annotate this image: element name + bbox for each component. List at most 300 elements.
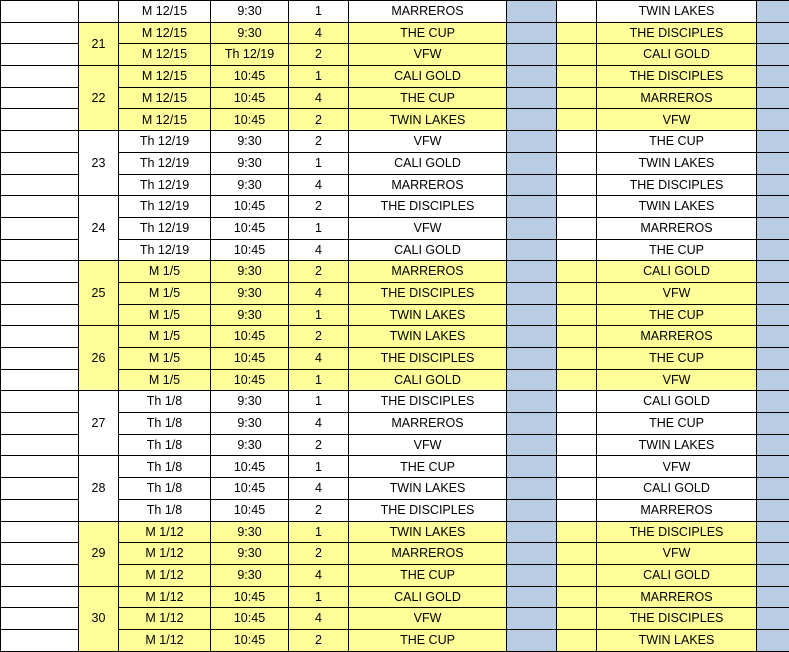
- home-score-cell[interactable]: [557, 282, 597, 304]
- away-team-cell[interactable]: VFW: [597, 282, 757, 304]
- court-cell[interactable]: 1: [289, 217, 349, 239]
- home-team-cell[interactable]: CALI GOLD: [349, 66, 507, 88]
- home-score-cell[interactable]: [557, 326, 597, 348]
- home-score-cell[interactable]: [557, 109, 597, 131]
- game-number-cell[interactable]: 23: [79, 131, 119, 196]
- home-score-blue-cell[interactable]: [507, 478, 557, 500]
- away-score-blue-cell[interactable]: [757, 22, 789, 44]
- home-team-cell[interactable]: THE CUP: [349, 456, 507, 478]
- court-cell[interactable]: 4: [289, 348, 349, 370]
- date-cell[interactable]: M 1/5: [119, 369, 211, 391]
- home-score-blue-cell[interactable]: [507, 456, 557, 478]
- time-cell[interactable]: 9:30: [211, 304, 289, 326]
- time-cell[interactable]: 10:45: [211, 326, 289, 348]
- table-row[interactable]: [1, 391, 789, 413]
- away-team-cell[interactable]: CALI GOLD: [597, 44, 757, 66]
- away-team-cell[interactable]: CALI GOLD: [597, 564, 757, 586]
- date-cell[interactable]: M 12/15: [119, 1, 211, 23]
- time-cell[interactable]: 10:45: [211, 87, 289, 109]
- home-score-blue-cell[interactable]: [507, 152, 557, 174]
- away-team-cell[interactable]: THE DISCIPLES: [597, 22, 757, 44]
- time-cell[interactable]: 10:45: [211, 478, 289, 500]
- date-cell[interactable]: Th 1/8: [119, 391, 211, 413]
- date-cell[interactable]: Th 1/8: [119, 434, 211, 456]
- court-cell[interactable]: 1: [289, 1, 349, 23]
- home-score-blue-cell[interactable]: [507, 326, 557, 348]
- court-cell[interactable]: 1: [289, 391, 349, 413]
- game-number-cell[interactable]: 24: [79, 196, 119, 261]
- time-cell[interactable]: 9:30: [211, 413, 289, 435]
- home-team-cell[interactable]: MARREROS: [349, 543, 507, 565]
- away-score-blue-cell[interactable]: [757, 348, 789, 370]
- table-row[interactable]: [1, 109, 789, 131]
- table-row[interactable]: [1, 499, 789, 521]
- home-team-cell[interactable]: THE CUP: [349, 564, 507, 586]
- home-score-blue-cell[interactable]: [507, 22, 557, 44]
- away-score-blue-cell[interactable]: [757, 217, 789, 239]
- away-score-blue-cell[interactable]: [757, 586, 789, 608]
- date-cell[interactable]: Th 12/19: [119, 196, 211, 218]
- away-score-blue-cell[interactable]: [757, 456, 789, 478]
- date-cell[interactable]: Th 1/8: [119, 413, 211, 435]
- court-cell[interactable]: 1: [289, 152, 349, 174]
- time-cell[interactable]: 10:45: [211, 456, 289, 478]
- home-score-cell[interactable]: [557, 152, 597, 174]
- time-cell[interactable]: 10:45: [211, 66, 289, 88]
- home-score-cell[interactable]: [557, 131, 597, 153]
- home-team-cell[interactable]: THE CUP: [349, 629, 507, 651]
- away-team-cell[interactable]: TWIN LAKES: [597, 434, 757, 456]
- home-score-cell[interactable]: [557, 391, 597, 413]
- home-team-cell[interactable]: CALI GOLD: [349, 369, 507, 391]
- away-score-blue-cell[interactable]: [757, 174, 789, 196]
- home-score-cell[interactable]: [557, 87, 597, 109]
- table-row[interactable]: [1, 521, 789, 543]
- table-row[interactable]: [1, 131, 789, 153]
- time-cell[interactable]: 10:45: [211, 239, 289, 261]
- away-team-cell[interactable]: TWIN LAKES: [597, 629, 757, 651]
- home-score-cell[interactable]: [557, 586, 597, 608]
- table-row[interactable]: [1, 239, 789, 261]
- court-cell[interactable]: 1: [289, 456, 349, 478]
- court-cell[interactable]: 1: [289, 304, 349, 326]
- away-team-cell[interactable]: CALI GOLD: [597, 391, 757, 413]
- home-score-cell[interactable]: [557, 217, 597, 239]
- court-cell[interactable]: 4: [289, 22, 349, 44]
- away-score-blue-cell[interactable]: [757, 152, 789, 174]
- home-score-blue-cell[interactable]: [507, 629, 557, 651]
- date-cell[interactable]: M 12/15: [119, 44, 211, 66]
- court-cell[interactable]: 4: [289, 478, 349, 500]
- game-number-cell[interactable]: 22: [79, 66, 119, 131]
- date-cell[interactable]: M 12/15: [119, 109, 211, 131]
- time-cell[interactable]: 10:45: [211, 348, 289, 370]
- court-cell[interactable]: 2: [289, 499, 349, 521]
- court-cell[interactable]: 2: [289, 196, 349, 218]
- home-score-blue-cell[interactable]: [507, 391, 557, 413]
- home-score-blue-cell[interactable]: [507, 586, 557, 608]
- away-score-blue-cell[interactable]: [757, 326, 789, 348]
- table-row[interactable]: [1, 629, 789, 651]
- home-score-blue-cell[interactable]: [507, 304, 557, 326]
- date-cell[interactable]: Th 12/19: [119, 174, 211, 196]
- home-score-blue-cell[interactable]: [507, 499, 557, 521]
- home-score-cell[interactable]: [557, 66, 597, 88]
- table-row[interactable]: [1, 478, 789, 500]
- time-cell[interactable]: 10:45: [211, 499, 289, 521]
- row-gutter: [1, 196, 79, 218]
- home-team-cell[interactable]: VFW: [349, 44, 507, 66]
- away-team-cell[interactable]: VFW: [597, 109, 757, 131]
- away-score-blue-cell[interactable]: [757, 1, 789, 23]
- home-team-cell[interactable]: THE DISCIPLES: [349, 196, 507, 218]
- home-score-blue-cell[interactable]: [507, 348, 557, 370]
- date-cell[interactable]: M 1/12: [119, 608, 211, 630]
- date-cell[interactable]: M 1/5: [119, 261, 211, 283]
- date-cell[interactable]: Th 12/19: [119, 152, 211, 174]
- away-score-blue-cell[interactable]: [757, 629, 789, 651]
- court-cell[interactable]: 4: [289, 564, 349, 586]
- court-cell[interactable]: 2: [289, 543, 349, 565]
- away-score-blue-cell[interactable]: [757, 499, 789, 521]
- home-score-blue-cell[interactable]: [507, 217, 557, 239]
- away-score-blue-cell[interactable]: [757, 131, 789, 153]
- home-team-cell[interactable]: THE DISCIPLES: [349, 282, 507, 304]
- home-score-cell[interactable]: [557, 413, 597, 435]
- court-cell[interactable]: 1: [289, 586, 349, 608]
- time-cell[interactable]: 9:30: [211, 282, 289, 304]
- date-cell[interactable]: Th 1/8: [119, 456, 211, 478]
- home-team-cell[interactable]: VFW: [349, 217, 507, 239]
- court-cell[interactable]: 4: [289, 174, 349, 196]
- time-cell[interactable]: 10:45: [211, 217, 289, 239]
- home-team-cell[interactable]: THE CUP: [349, 22, 507, 44]
- time-cell[interactable]: 9:30: [211, 564, 289, 586]
- game-number-cell[interactable]: 28: [79, 456, 119, 521]
- home-score-cell[interactable]: [557, 629, 597, 651]
- away-score-blue-cell[interactable]: [757, 564, 789, 586]
- away-score-blue-cell[interactable]: [757, 391, 789, 413]
- away-team-cell[interactable]: CALI GOLD: [597, 478, 757, 500]
- table-row[interactable]: [1, 174, 789, 196]
- away-score-blue-cell[interactable]: [757, 543, 789, 565]
- home-score-cell[interactable]: [557, 478, 597, 500]
- row-gutter: [1, 131, 79, 153]
- time-cell[interactable]: 9:30: [211, 391, 289, 413]
- court-cell[interactable]: 2: [289, 109, 349, 131]
- home-score-cell[interactable]: [557, 44, 597, 66]
- home-score-cell[interactable]: [557, 521, 597, 543]
- away-score-blue-cell[interactable]: [757, 521, 789, 543]
- game-number-cell[interactable]: 21: [79, 22, 119, 65]
- home-score-blue-cell[interactable]: [507, 434, 557, 456]
- away-team-cell[interactable]: MARREROS: [597, 87, 757, 109]
- table-row[interactable]: [1, 282, 789, 304]
- home-team-cell[interactable]: VFW: [349, 608, 507, 630]
- table-row[interactable]: [1, 369, 789, 391]
- time-cell[interactable]: 10:45: [211, 109, 289, 131]
- home-team-cell[interactable]: THE CUP: [349, 87, 507, 109]
- away-team-cell[interactable]: THE DISCIPLES: [597, 521, 757, 543]
- time-cell[interactable]: 9:30: [211, 261, 289, 283]
- away-score-blue-cell[interactable]: [757, 608, 789, 630]
- table-row[interactable]: [1, 22, 789, 44]
- home-team-cell[interactable]: TWIN LAKES: [349, 326, 507, 348]
- date-cell[interactable]: M 1/5: [119, 348, 211, 370]
- away-team-cell[interactable]: TWIN LAKES: [597, 1, 757, 23]
- away-score-blue-cell[interactable]: [757, 282, 789, 304]
- court-cell[interactable]: 4: [289, 87, 349, 109]
- away-team-cell[interactable]: VFW: [597, 456, 757, 478]
- game-number-cell[interactable]: 29: [79, 521, 119, 586]
- away-score-blue-cell[interactable]: [757, 304, 789, 326]
- home-score-blue-cell[interactable]: [507, 196, 557, 218]
- home-score-blue-cell[interactable]: [507, 521, 557, 543]
- row-gutter: [1, 456, 79, 478]
- home-score-cell[interactable]: [557, 239, 597, 261]
- row-gutter: [1, 282, 79, 304]
- home-team-cell[interactable]: TWIN LAKES: [349, 478, 507, 500]
- court-cell[interactable]: 4: [289, 282, 349, 304]
- away-team-cell[interactable]: VFW: [597, 543, 757, 565]
- time-cell[interactable]: Th 12/19: [211, 44, 289, 66]
- home-team-cell[interactable]: TWIN LAKES: [349, 109, 507, 131]
- home-team-cell[interactable]: THE DISCIPLES: [349, 348, 507, 370]
- date-cell[interactable]: M 12/15: [119, 87, 211, 109]
- home-score-cell[interactable]: [557, 434, 597, 456]
- time-cell[interactable]: 9:30: [211, 434, 289, 456]
- row-gutter: [1, 629, 79, 651]
- away-team-cell[interactable]: THE CUP: [597, 413, 757, 435]
- table-row[interactable]: [1, 434, 789, 456]
- home-score-blue-cell[interactable]: [507, 369, 557, 391]
- away-team-cell[interactable]: THE CUP: [597, 131, 757, 153]
- home-score-blue-cell[interactable]: [507, 87, 557, 109]
- row-gutter: [1, 499, 79, 521]
- date-cell[interactable]: M 12/15: [119, 66, 211, 88]
- court-cell[interactable]: 2: [289, 261, 349, 283]
- home-team-cell[interactable]: THE DISCIPLES: [349, 391, 507, 413]
- home-score-blue-cell[interactable]: [507, 44, 557, 66]
- home-score-blue-cell[interactable]: [507, 282, 557, 304]
- home-score-cell[interactable]: [557, 348, 597, 370]
- away-team-cell[interactable]: TWIN LAKES: [597, 196, 757, 218]
- away-team-cell[interactable]: THE CUP: [597, 304, 757, 326]
- away-team-cell[interactable]: TWIN LAKES: [597, 152, 757, 174]
- table-row[interactable]: [1, 564, 789, 586]
- row-gutter: [1, 369, 79, 391]
- away-team-cell[interactable]: THE CUP: [597, 348, 757, 370]
- home-score-cell[interactable]: [557, 304, 597, 326]
- date-cell[interactable]: M 1/5: [119, 326, 211, 348]
- game-number-cell[interactable]: 30: [79, 586, 119, 651]
- row-gutter: [1, 87, 79, 109]
- home-score-cell[interactable]: [557, 543, 597, 565]
- table-row[interactable]: [1, 44, 789, 66]
- home-score-cell[interactable]: [557, 499, 597, 521]
- away-team-cell[interactable]: MARREROS: [597, 326, 757, 348]
- table-row[interactable]: [1, 261, 789, 283]
- home-team-cell[interactable]: VFW: [349, 434, 507, 456]
- time-cell[interactable]: 10:45: [211, 586, 289, 608]
- date-cell[interactable]: M 1/12: [119, 543, 211, 565]
- time-cell[interactable]: 9:30: [211, 543, 289, 565]
- home-score-blue-cell[interactable]: [507, 66, 557, 88]
- court-cell[interactable]: 1: [289, 369, 349, 391]
- date-cell[interactable]: Th 12/19: [119, 131, 211, 153]
- away-team-cell[interactable]: THE DISCIPLES: [597, 608, 757, 630]
- row-gutter: [1, 66, 79, 88]
- home-score-cell[interactable]: [557, 196, 597, 218]
- court-cell[interactable]: 4: [289, 413, 349, 435]
- away-team-cell[interactable]: VFW: [597, 369, 757, 391]
- table-row[interactable]: [1, 456, 789, 478]
- home-score-blue-cell[interactable]: [507, 608, 557, 630]
- date-cell[interactable]: M 1/12: [119, 586, 211, 608]
- row-gutter: [1, 564, 79, 586]
- home-team-cell[interactable]: TWIN LAKES: [349, 521, 507, 543]
- date-cell[interactable]: M 1/5: [119, 304, 211, 326]
- date-cell[interactable]: M 1/5: [119, 282, 211, 304]
- date-cell[interactable]: Th 12/19: [119, 217, 211, 239]
- time-cell[interactable]: 9:30: [211, 152, 289, 174]
- home-score-cell[interactable]: [557, 261, 597, 283]
- away-team-cell[interactable]: THE DISCIPLES: [597, 174, 757, 196]
- away-team-cell[interactable]: MARREROS: [597, 586, 757, 608]
- table-row[interactable]: [1, 586, 789, 608]
- home-score-blue-cell[interactable]: [507, 543, 557, 565]
- game-number-cell[interactable]: [79, 1, 119, 23]
- court-cell[interactable]: 1: [289, 66, 349, 88]
- home-score-cell[interactable]: [557, 456, 597, 478]
- row-gutter: [1, 521, 79, 543]
- home-score-cell[interactable]: [557, 564, 597, 586]
- home-team-cell[interactable]: THE DISCIPLES: [349, 499, 507, 521]
- time-cell[interactable]: 10:45: [211, 369, 289, 391]
- court-cell[interactable]: 1: [289, 521, 349, 543]
- home-score-cell[interactable]: [557, 1, 597, 23]
- home-score-blue-cell[interactable]: [507, 1, 557, 23]
- table-row[interactable]: [1, 66, 789, 88]
- away-score-blue-cell[interactable]: [757, 239, 789, 261]
- time-cell[interactable]: 9:30: [211, 174, 289, 196]
- away-score-blue-cell[interactable]: [757, 87, 789, 109]
- home-score-cell[interactable]: [557, 608, 597, 630]
- row-gutter: [1, 1, 79, 23]
- home-score-blue-cell[interactable]: [507, 174, 557, 196]
- home-team-cell[interactable]: MARREROS: [349, 261, 507, 283]
- game-number-cell[interactable]: 26: [79, 326, 119, 391]
- away-team-cell[interactable]: MARREROS: [597, 499, 757, 521]
- table-row[interactable]: [1, 413, 789, 435]
- row-gutter: [1, 261, 79, 283]
- court-cell[interactable]: 2: [289, 131, 349, 153]
- table-row[interactable]: [1, 1, 789, 23]
- date-cell[interactable]: M 12/15: [119, 22, 211, 44]
- home-score-cell[interactable]: [557, 22, 597, 44]
- home-score-blue-cell[interactable]: [507, 131, 557, 153]
- home-score-blue-cell[interactable]: [507, 261, 557, 283]
- court-cell[interactable]: 2: [289, 629, 349, 651]
- home-score-cell[interactable]: [557, 369, 597, 391]
- court-cell[interactable]: 2: [289, 434, 349, 456]
- away-score-blue-cell[interactable]: [757, 44, 789, 66]
- time-cell[interactable]: 9:30: [211, 131, 289, 153]
- row-gutter: [1, 543, 79, 565]
- date-cell[interactable]: M 1/12: [119, 564, 211, 586]
- home-score-blue-cell[interactable]: [507, 109, 557, 131]
- time-cell[interactable]: 10:45: [211, 629, 289, 651]
- table-row[interactable]: [1, 348, 789, 370]
- away-team-cell[interactable]: THE DISCIPLES: [597, 66, 757, 88]
- time-cell[interactable]: 9:30: [211, 22, 289, 44]
- away-score-blue-cell[interactable]: [757, 413, 789, 435]
- row-gutter: [1, 217, 79, 239]
- game-number-cell[interactable]: 27: [79, 391, 119, 456]
- table-row[interactable]: [1, 87, 789, 109]
- home-team-cell[interactable]: VFW: [349, 131, 507, 153]
- away-score-blue-cell[interactable]: [757, 66, 789, 88]
- date-cell[interactable]: M 1/12: [119, 521, 211, 543]
- court-cell[interactable]: 4: [289, 608, 349, 630]
- court-cell[interactable]: 4: [289, 239, 349, 261]
- court-cell[interactable]: 2: [289, 44, 349, 66]
- table-row[interactable]: [1, 304, 789, 326]
- date-cell[interactable]: Th 1/8: [119, 478, 211, 500]
- home-score-blue-cell[interactable]: [507, 564, 557, 586]
- home-team-cell[interactable]: MARREROS: [349, 1, 507, 23]
- home-score-blue-cell[interactable]: [507, 413, 557, 435]
- table-row[interactable]: [1, 196, 789, 218]
- time-cell[interactable]: 10:45: [211, 196, 289, 218]
- home-score-cell[interactable]: [557, 174, 597, 196]
- date-cell[interactable]: M 1/12: [119, 629, 211, 651]
- away-score-blue-cell[interactable]: [757, 478, 789, 500]
- table-row[interactable]: [1, 543, 789, 565]
- row-gutter: [1, 44, 79, 66]
- date-cell[interactable]: Th 12/19: [119, 239, 211, 261]
- time-cell[interactable]: 9:30: [211, 521, 289, 543]
- date-cell[interactable]: Th 1/8: [119, 499, 211, 521]
- row-gutter: [1, 434, 79, 456]
- home-team-cell[interactable]: CALI GOLD: [349, 239, 507, 261]
- time-cell[interactable]: 9:30: [211, 1, 289, 23]
- home-score-blue-cell[interactable]: [507, 239, 557, 261]
- away-score-blue-cell[interactable]: [757, 369, 789, 391]
- table-row[interactable]: [1, 152, 789, 174]
- home-team-cell[interactable]: CALI GOLD: [349, 152, 507, 174]
- away-score-blue-cell[interactable]: [757, 261, 789, 283]
- away-team-cell[interactable]: THE CUP: [597, 239, 757, 261]
- home-team-cell[interactable]: CALI GOLD: [349, 586, 507, 608]
- time-cell[interactable]: 10:45: [211, 608, 289, 630]
- table-row[interactable]: [1, 326, 789, 348]
- away-score-blue-cell[interactable]: [757, 196, 789, 218]
- home-team-cell[interactable]: MARREROS: [349, 174, 507, 196]
- away-score-blue-cell[interactable]: [757, 434, 789, 456]
- game-number-cell[interactable]: 25: [79, 261, 119, 326]
- home-team-cell[interactable]: TWIN LAKES: [349, 304, 507, 326]
- home-team-cell[interactable]: MARREROS: [349, 413, 507, 435]
- away-team-cell[interactable]: CALI GOLD: [597, 261, 757, 283]
- away-team-cell[interactable]: MARREROS: [597, 217, 757, 239]
- row-gutter: [1, 239, 79, 261]
- away-score-blue-cell[interactable]: [757, 109, 789, 131]
- table-row[interactable]: [1, 608, 789, 630]
- court-cell[interactable]: 2: [289, 326, 349, 348]
- schedule-body: [1, 1, 789, 652]
- table-row[interactable]: [1, 217, 789, 239]
